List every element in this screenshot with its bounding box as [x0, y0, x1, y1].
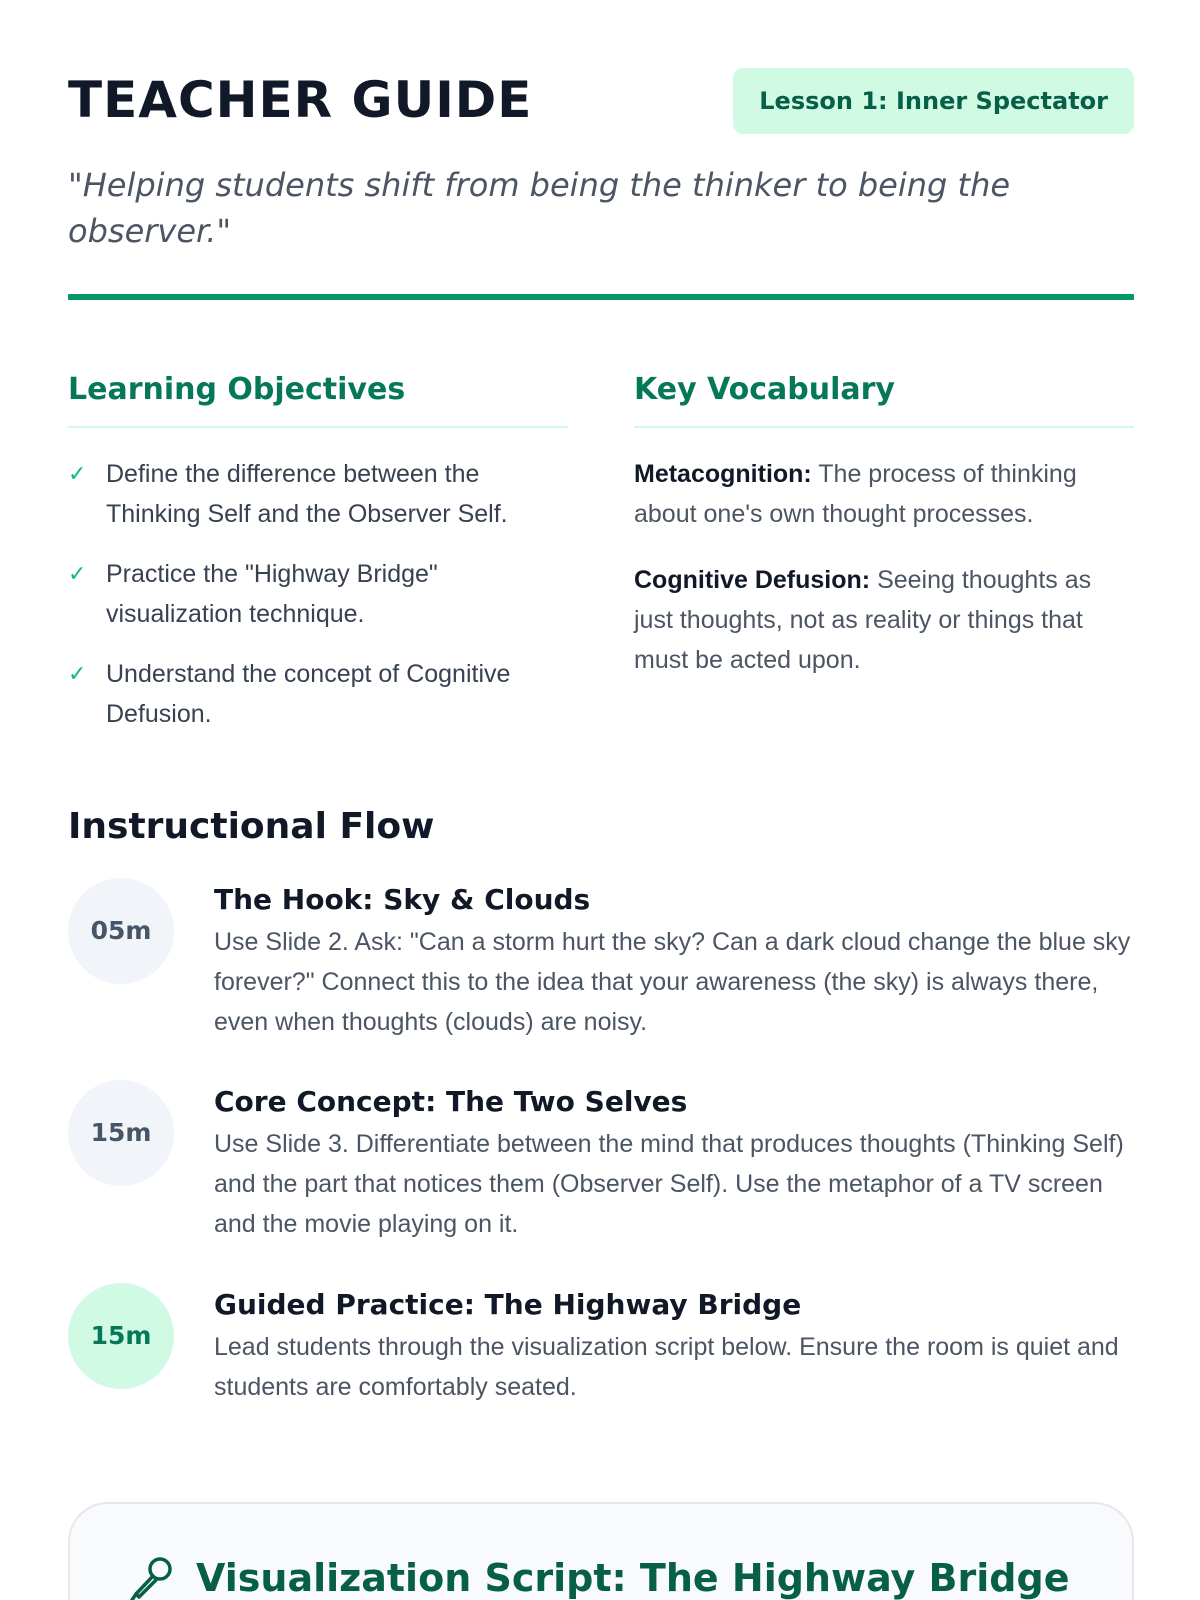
objectives-list [68, 454, 568, 734]
objective-item [68, 654, 568, 734]
vocabulary-item [634, 454, 1134, 534]
step-duration-badge: 15m [68, 1080, 174, 1186]
page-header [68, 62, 1134, 142]
check-icon: ✓ [68, 461, 87, 486]
teacher-guide-page [68, 0, 1134, 1600]
key-vocabulary-section [634, 370, 1134, 680]
step-body [214, 878, 1134, 1042]
microphone-icon [128, 1554, 176, 1600]
objective-item [68, 454, 568, 534]
objective-text: Define the difference between the Thinking Self and the Observer Self. [106, 460, 508, 528]
objective-item [68, 554, 568, 634]
check-icon: ✓ [68, 661, 87, 686]
vocabulary-definition: Seeing thoughts as just thoughts, not as reality or things that must be acted upon. [634, 566, 1092, 674]
step-title: Guided Practice: The Highway Bridge [214, 1288, 802, 1321]
vocabulary-term: Metacognition: [634, 460, 812, 488]
script-card-header [128, 1554, 1069, 1600]
learning-objectives-section [68, 370, 568, 734]
script-card-title: Visualization Script: The Highway Bridge [196, 1556, 1070, 1600]
page-title: TEACHER GUIDE [68, 71, 533, 129]
step-description: Lead students through the visualization script below. Ensure the room is quiet and students are comfortably seated. [214, 1333, 1119, 1401]
step-description: Use Slide 3. Differentiate between the mind that produces thoughts (Thinking Self) and the part that notices them (Observer Self). Use the metaphor of a TV screen and the movie playing on it. [214, 1130, 1124, 1238]
step-title: Core Concept: The Two Selves [214, 1085, 688, 1118]
vocabulary-list [634, 454, 1134, 680]
vocabulary-term: Cognitive Defusion: [634, 566, 871, 594]
objective-text: Understand the concept of Cognitive Defusion. [106, 660, 511, 728]
header-divider [68, 294, 1134, 300]
key-vocabulary-heading: Key Vocabulary [634, 370, 1134, 428]
step-description: Use Slide 2. Ask: "Can a storm hurt the sky? Can a dark cloud change the blue sky forever?" Connect this to the idea that your awareness (the sky) is always there, even when thoughts (clouds) are noisy. [214, 928, 1131, 1036]
check-icon: ✓ [68, 561, 87, 586]
learning-objectives-heading: Learning Objectives [68, 370, 568, 428]
guide-quote: "Helping students shift from being the thinker to being the observer." [68, 166, 1011, 250]
lesson-badge: Lesson 1: Inner Spectator [733, 68, 1134, 134]
step-duration-badge: 05m [68, 878, 174, 984]
objective-text: Practice the "Highway Bridge" visualization technique. [106, 560, 438, 628]
step-body [214, 1080, 1134, 1244]
step-body [214, 1283, 1134, 1407]
instructional-flow-heading: Instructional Flow [68, 806, 435, 847]
visualization-script-card [68, 1502, 1134, 1600]
vocabulary-item [634, 560, 1134, 680]
step-duration-badge: 15m [68, 1283, 174, 1389]
step-title: The Hook: Sky & Clouds [214, 883, 591, 916]
vocabulary-definition: The process of thinking about one's own thought processes. [634, 460, 1077, 528]
